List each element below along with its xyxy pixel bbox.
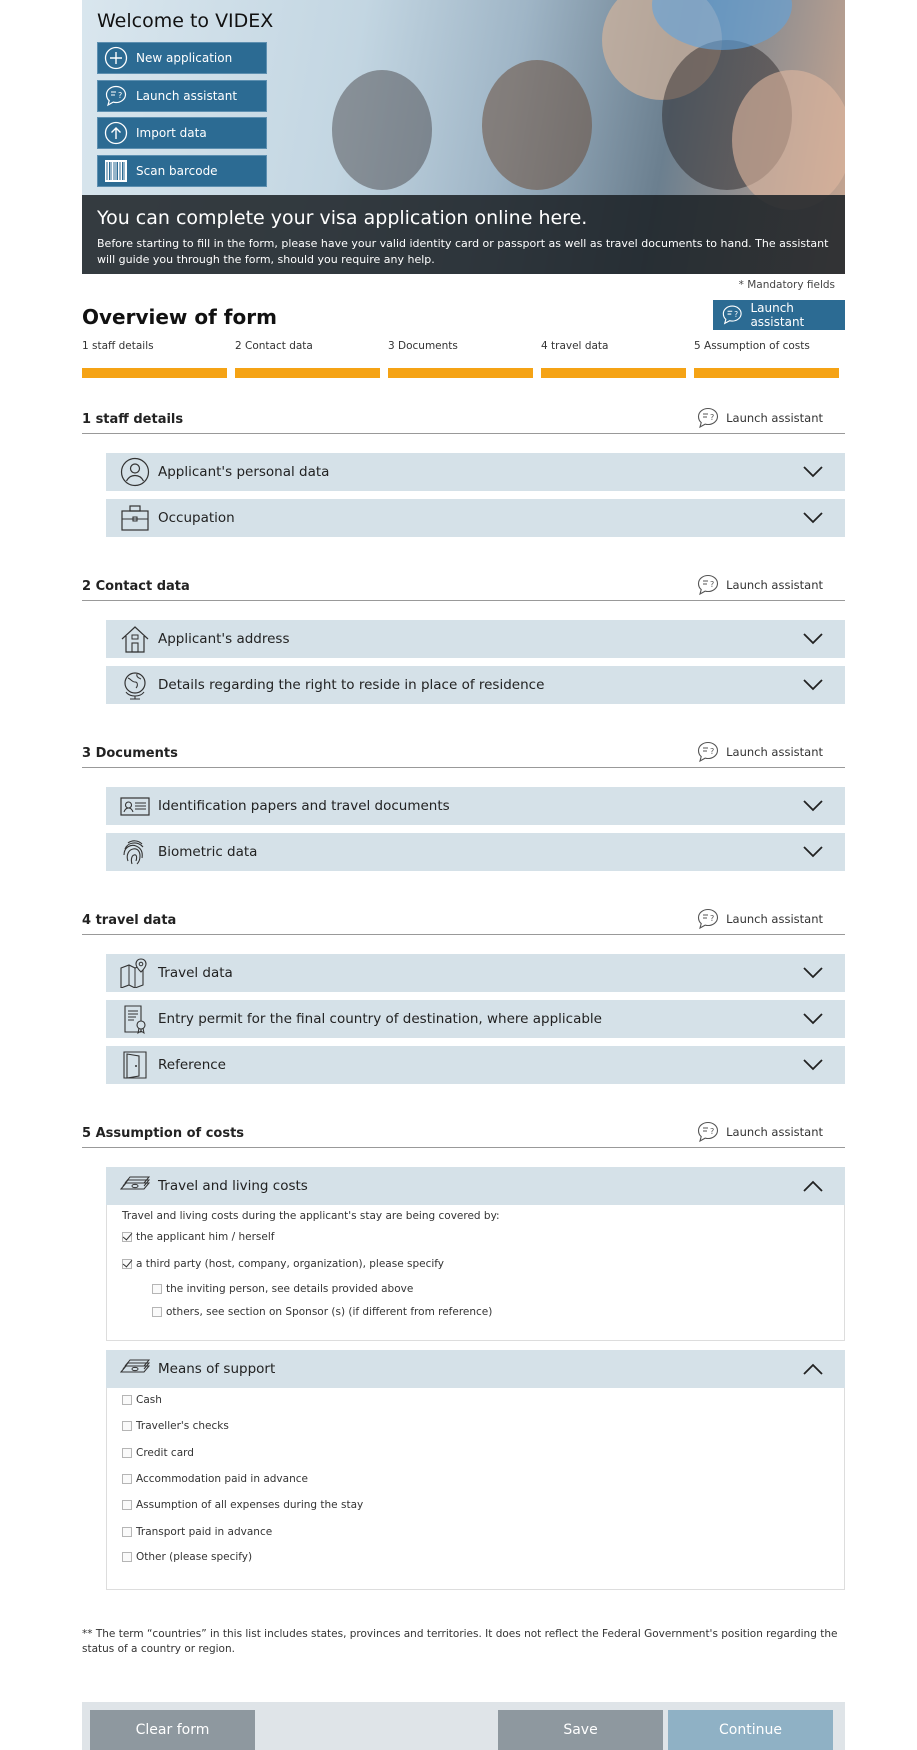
accordion-reference[interactable] — [106, 1046, 845, 1084]
checkbox-label: Cash — [136, 1394, 162, 1406]
checkbox-label: others, see section on Sponsor (s) (if different from reference) — [166, 1306, 493, 1318]
chevron-down-icon — [803, 679, 823, 691]
hero-photo-shape — [482, 60, 592, 190]
checkbox-label: a third party (host, company, organization), please specify — [136, 1258, 445, 1270]
accordion-label: Biometric data — [158, 844, 258, 860]
accordion-occupation[interactable] — [106, 499, 845, 537]
accordion-label: Means of support — [158, 1361, 276, 1377]
checkbox-label: Assumption of all expenses during the stay — [136, 1499, 364, 1511]
launch-assistant-link[interactable] — [696, 908, 823, 930]
page-title: Overview of form — [82, 305, 277, 329]
accordion-right-to-reside[interactable] — [106, 666, 845, 704]
accordion-travel-living-costs[interactable] — [106, 1167, 845, 1205]
chevron-down-icon — [803, 1013, 823, 1025]
map-icon — [120, 958, 150, 988]
checkbox-label: Accommodation paid in advance — [136, 1473, 308, 1485]
section-title: 1 staff details — [82, 412, 184, 427]
accordion-label: Applicant's address — [158, 631, 290, 647]
form-footer — [82, 1702, 845, 1750]
chevron-down-icon — [803, 1059, 823, 1071]
chat-question-icon — [696, 574, 720, 596]
section-header — [82, 905, 845, 935]
section-title: 3 Documents — [82, 746, 178, 761]
svg-text:?: ? — [734, 309, 739, 319]
svg-text:?: ? — [710, 914, 715, 923]
launch-assistant-link[interactable] — [696, 407, 823, 429]
checkbox-label: Credit card — [136, 1447, 194, 1459]
accordion-label: Reference — [158, 1057, 226, 1073]
new-application-label: New application — [136, 51, 233, 65]
accordion-personal-data[interactable] — [106, 453, 845, 491]
accordion-travel-data[interactable] — [106, 954, 845, 992]
hero-info-band — [82, 195, 845, 274]
travel-costs-intro: Travel and living costs during the applicant's stay are being covered by: — [122, 1210, 500, 1222]
step-label: 1 staff details — [82, 340, 154, 352]
launch-assistant-hero-button[interactable] — [97, 80, 267, 112]
chevron-down-icon — [803, 633, 823, 645]
section-title: 4 travel data — [82, 913, 177, 928]
step-bar — [235, 368, 380, 378]
save-button[interactable]: Save — [498, 1710, 663, 1750]
hero-title: Welcome to VIDEX — [97, 10, 274, 32]
launch-assistant-primary-label: Launch assistant — [750, 301, 805, 329]
step-bar — [541, 368, 686, 378]
accordion-identification-papers[interactable] — [106, 787, 845, 825]
money-icon — [120, 1354, 150, 1384]
id-card-icon — [120, 791, 150, 821]
svg-text:?: ? — [710, 580, 715, 589]
accordion-label: Identification papers and travel documents — [158, 798, 450, 814]
fingerprint-icon — [120, 837, 150, 867]
checkbox[interactable] — [122, 1259, 132, 1269]
hero-band-text: Before starting to fill in the form, please have your valid identity card or passport as well as travel documents to hand. The assistant will guide you through the form, should you require any help. — [97, 237, 829, 266]
checkbox-label: Transport paid in advance — [136, 1526, 273, 1538]
checkbox[interactable] — [122, 1500, 132, 1510]
svg-text:?: ? — [118, 91, 123, 100]
hero-photo-shape — [332, 70, 432, 190]
travel-costs-panel — [106, 1205, 845, 1341]
checkbox-accommodation-paid[interactable] — [122, 1473, 308, 1485]
section-header — [82, 738, 845, 768]
briefcase-icon — [120, 503, 150, 533]
chat-question-icon — [696, 1121, 720, 1143]
checkbox-other[interactable] — [122, 1551, 252, 1563]
checkbox[interactable] — [122, 1232, 132, 1242]
scan-barcode-label: Scan barcode — [136, 164, 218, 178]
chevron-up-icon — [803, 1180, 823, 1192]
step-3[interactable] — [388, 340, 533, 378]
hero-photo-shape — [732, 70, 845, 210]
hero-banner — [82, 0, 845, 274]
checkbox[interactable] — [122, 1395, 132, 1405]
hero-band-title: You can complete your visa application online here. — [97, 207, 588, 229]
section-title: 5 Assumption of costs — [82, 1126, 245, 1141]
section-contact-data — [82, 571, 845, 707]
accordion-label: Applicant's personal data — [158, 464, 330, 480]
launch-assistant-hero-label: Launch assistant — [136, 89, 238, 103]
checkbox[interactable] — [122, 1474, 132, 1484]
section-header — [82, 1118, 845, 1148]
chevron-down-icon — [803, 466, 823, 478]
checkbox-label: Other (please specify) — [136, 1551, 253, 1563]
step-label: 3 Documents — [388, 340, 458, 352]
launch-assistant-primary-button[interactable] — [713, 300, 845, 330]
accordion-label: Travel and living costs — [158, 1178, 308, 1194]
chevron-down-icon — [803, 967, 823, 979]
chevron-down-icon — [803, 846, 823, 858]
accordion-label: Details regarding the right to reside in place of residence — [158, 677, 545, 693]
chat-question-icon — [696, 407, 720, 429]
chevron-down-icon — [803, 512, 823, 524]
certificate-icon — [120, 1004, 150, 1034]
chevron-up-icon — [803, 1363, 823, 1375]
chevron-down-icon — [803, 800, 823, 812]
accordion-label: Travel data — [158, 965, 233, 981]
chat-question-icon — [696, 741, 720, 763]
step-4[interactable] — [541, 340, 686, 378]
import-data-button[interactable] — [97, 117, 267, 149]
checkbox-others-sponsor[interactable] — [152, 1306, 492, 1318]
import-data-label: Import data — [136, 126, 207, 140]
step-label: 2 Contact data — [235, 340, 313, 352]
accordion-label: Occupation — [158, 510, 235, 526]
checkbox-third-party[interactable] — [122, 1258, 444, 1270]
progress-steps — [82, 340, 845, 380]
section-staff-details — [82, 404, 845, 540]
new-application-button[interactable] — [97, 42, 267, 74]
launch-assistant-label: Launch assistant — [726, 578, 823, 592]
accordion-label: Entry permit for the final country of destination, where applicable — [158, 1011, 602, 1027]
upload-icon — [104, 121, 128, 145]
barcode-icon — [104, 159, 128, 183]
launch-assistant-label: Launch assistant — [726, 745, 823, 759]
chat-question-icon — [721, 304, 743, 326]
checkbox[interactable] — [122, 1552, 132, 1562]
scan-barcode-button[interactable] — [97, 155, 267, 187]
checkbox-credit-card[interactable] — [122, 1447, 194, 1459]
mandatory-note: * Mandatory fields — [738, 279, 835, 291]
footnote: ** The term “countries” in this list includes states, provinces and territories. It does not reflect the Federal Government's position regarding the status of a country or region. — [82, 1628, 838, 1655]
launch-assistant-label: Launch assistant — [726, 411, 823, 425]
clear-form-button[interactable]: Clear form — [90, 1710, 255, 1750]
launch-assistant-link[interactable] — [696, 1121, 823, 1143]
checkbox-all-expenses[interactable] — [122, 1499, 363, 1511]
accordion-means-of-support[interactable] — [106, 1350, 845, 1388]
checkbox[interactable] — [122, 1421, 132, 1431]
door-icon — [120, 1050, 150, 1080]
plus-circle-icon — [104, 46, 128, 70]
step-bar — [694, 368, 839, 378]
checkbox[interactable] — [122, 1448, 132, 1458]
house-icon — [120, 624, 150, 654]
step-bar — [388, 368, 533, 378]
checkbox-label: Traveller's checks — [136, 1420, 229, 1432]
checkbox[interactable] — [122, 1527, 132, 1537]
section-title: 2 Contact data — [82, 579, 190, 594]
checkbox-cash[interactable] — [122, 1394, 162, 1406]
svg-text:?: ? — [710, 747, 715, 756]
checkbox-applicant-self[interactable] — [122, 1231, 274, 1243]
section-documents — [82, 738, 845, 874]
checkbox-travellers-checks[interactable] — [122, 1420, 229, 1432]
checkbox-inviting-person[interactable] — [152, 1283, 413, 1295]
globe-icon — [120, 670, 150, 700]
accordion-biometric-data[interactable] — [106, 833, 845, 871]
step-bar — [82, 368, 227, 378]
launch-assistant-label: Launch assistant — [726, 1125, 823, 1139]
accordion-applicant-address[interactable] — [106, 620, 845, 658]
step-5[interactable] — [694, 340, 839, 378]
means-of-support-panel — [106, 1388, 845, 1590]
svg-text:?: ? — [710, 1127, 715, 1136]
section-travel-data — [82, 905, 845, 1087]
checkbox[interactable] — [152, 1284, 162, 1294]
checkbox-transport-paid[interactable] — [122, 1526, 272, 1538]
chat-question-icon — [696, 908, 720, 930]
checkbox[interactable] — [152, 1307, 162, 1317]
launch-assistant-label: Launch assistant — [726, 912, 823, 926]
money-icon — [120, 1171, 150, 1201]
checkbox-label: the inviting person, see details provided above — [166, 1283, 414, 1295]
step-label: 4 travel data — [541, 340, 609, 352]
chat-question-icon — [104, 84, 128, 108]
continue-button[interactable]: Continue — [668, 1710, 833, 1750]
step-label: 5 Assumption of costs — [694, 340, 810, 352]
section-header — [82, 571, 845, 601]
section-header — [82, 404, 845, 434]
launch-assistant-link[interactable] — [696, 574, 823, 596]
svg-text:?: ? — [710, 413, 715, 422]
step-1[interactable] — [82, 340, 227, 378]
person-icon — [120, 457, 150, 487]
checkbox-label: the applicant him / herself — [136, 1231, 275, 1243]
step-2[interactable] — [235, 340, 380, 378]
launch-assistant-link[interactable] — [696, 741, 823, 763]
accordion-entry-permit[interactable] — [106, 1000, 845, 1038]
section-assumption-of-costs — [82, 1118, 845, 1588]
